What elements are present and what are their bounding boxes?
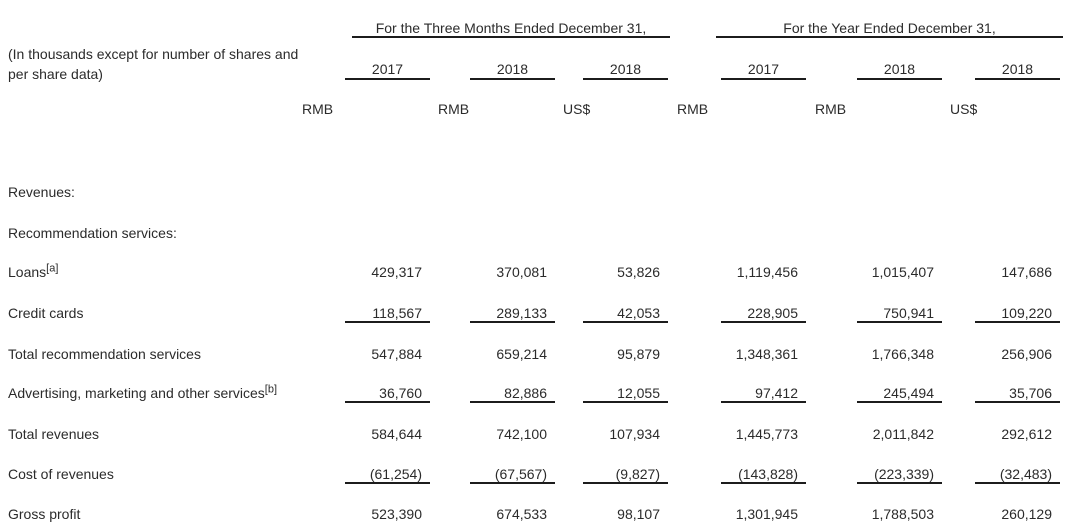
value-cell: 2,011,842 xyxy=(872,426,934,442)
row-label xyxy=(8,385,277,401)
period-group-header-three-months: For the Three Months Ended December 31, xyxy=(352,21,670,38)
table-row xyxy=(0,184,1080,206)
currency-header: US$ xyxy=(950,101,978,117)
table-row xyxy=(0,305,1080,327)
value-cell: 147,686 xyxy=(1001,264,1052,280)
row-label: Cost of revenues xyxy=(8,466,114,482)
currency-header: RMB xyxy=(302,101,334,117)
value-cell: 1,445,773 xyxy=(735,426,798,442)
value-cell: (61,254) xyxy=(345,466,430,484)
table-units-note: (In thousands except for number of shares and per share data) xyxy=(8,46,299,82)
table-row xyxy=(0,426,1080,448)
value-cell: 245,494 xyxy=(857,385,942,403)
value-cell: 547,884 xyxy=(371,346,422,362)
value-cell: 289,133 xyxy=(470,305,555,323)
table-row xyxy=(0,466,1080,488)
year-column-header: 2018 xyxy=(470,60,555,80)
value-cell: 742,100 xyxy=(496,426,547,442)
period-group-header-year: For the Year Ended December 31, xyxy=(716,21,1063,38)
row-label: Gross profit xyxy=(8,506,81,522)
value-cell: 370,081 xyxy=(496,264,547,280)
year-column-header: 2018 xyxy=(857,60,942,80)
value-cell: (9,827) xyxy=(583,466,668,484)
value-cell: 750,941 xyxy=(857,305,942,323)
value-cell: 659,214 xyxy=(496,346,547,362)
value-cell: 260,129 xyxy=(1001,506,1052,522)
value-cell: 1,015,407 xyxy=(871,264,934,280)
row-label-text: Loans xyxy=(8,264,47,280)
value-cell: 1,766,348 xyxy=(871,346,934,362)
year-column-header: 2018 xyxy=(583,60,668,80)
currency-header: US$ xyxy=(563,101,591,117)
year-column-header: 2017 xyxy=(721,60,806,80)
row-label: Recommendation services: xyxy=(8,225,177,241)
row-label: Revenues: xyxy=(8,184,75,200)
value-cell: 95,879 xyxy=(617,346,660,362)
value-cell: (32,483) xyxy=(975,466,1060,484)
row-label-text: Advertising, marketing and other services xyxy=(8,385,265,401)
value-cell: 1,788,503 xyxy=(871,506,934,522)
value-cell: (143,828) xyxy=(721,466,806,484)
year-column-header: 2018 xyxy=(975,60,1060,80)
row-label: Total revenues xyxy=(8,426,100,442)
value-cell: 292,612 xyxy=(1001,426,1052,442)
value-cell: 35,706 xyxy=(975,385,1060,403)
value-cell: 82,886 xyxy=(470,385,555,403)
value-cell: 1,348,361 xyxy=(735,346,798,362)
value-cell: 1,119,456 xyxy=(736,264,798,280)
row-label: Credit cards xyxy=(8,305,84,321)
currency-header: RMB xyxy=(677,101,709,117)
row-label: Total recommendation services xyxy=(8,346,201,362)
value-cell: 118,567 xyxy=(345,305,430,323)
value-cell: 36,760 xyxy=(345,385,430,403)
value-cell: 12,055 xyxy=(583,385,668,403)
value-cell: 109,220 xyxy=(975,305,1060,323)
value-cell: 1,301,945 xyxy=(735,506,798,522)
value-cell: 256,906 xyxy=(1001,346,1052,362)
value-cell: 584,644 xyxy=(371,426,422,442)
currency-header: RMB xyxy=(438,101,470,117)
table-row xyxy=(0,346,1080,368)
value-cell: 674,533 xyxy=(496,506,547,522)
row-label xyxy=(8,264,58,280)
year-column-header: 2017 xyxy=(345,60,430,80)
value-cell: 97,412 xyxy=(721,385,806,403)
value-cell: (223,339) xyxy=(857,466,942,484)
table-row xyxy=(0,264,1080,286)
value-cell: (67,567) xyxy=(470,466,555,484)
value-cell: 107,934 xyxy=(609,426,660,442)
footnote-marker: [b] xyxy=(264,383,278,396)
value-cell: 228,905 xyxy=(721,305,806,323)
value-cell: 523,390 xyxy=(371,506,422,522)
table-row xyxy=(0,225,1080,247)
table-row xyxy=(0,506,1080,528)
value-cell: 98,107 xyxy=(617,506,660,522)
footnote-marker: [a] xyxy=(46,262,59,275)
currency-header: RMB xyxy=(815,101,847,117)
value-cell: 429,317 xyxy=(371,264,422,280)
table-row xyxy=(0,385,1080,407)
value-cell: 53,826 xyxy=(617,264,660,280)
value-cell: 42,053 xyxy=(583,305,668,323)
